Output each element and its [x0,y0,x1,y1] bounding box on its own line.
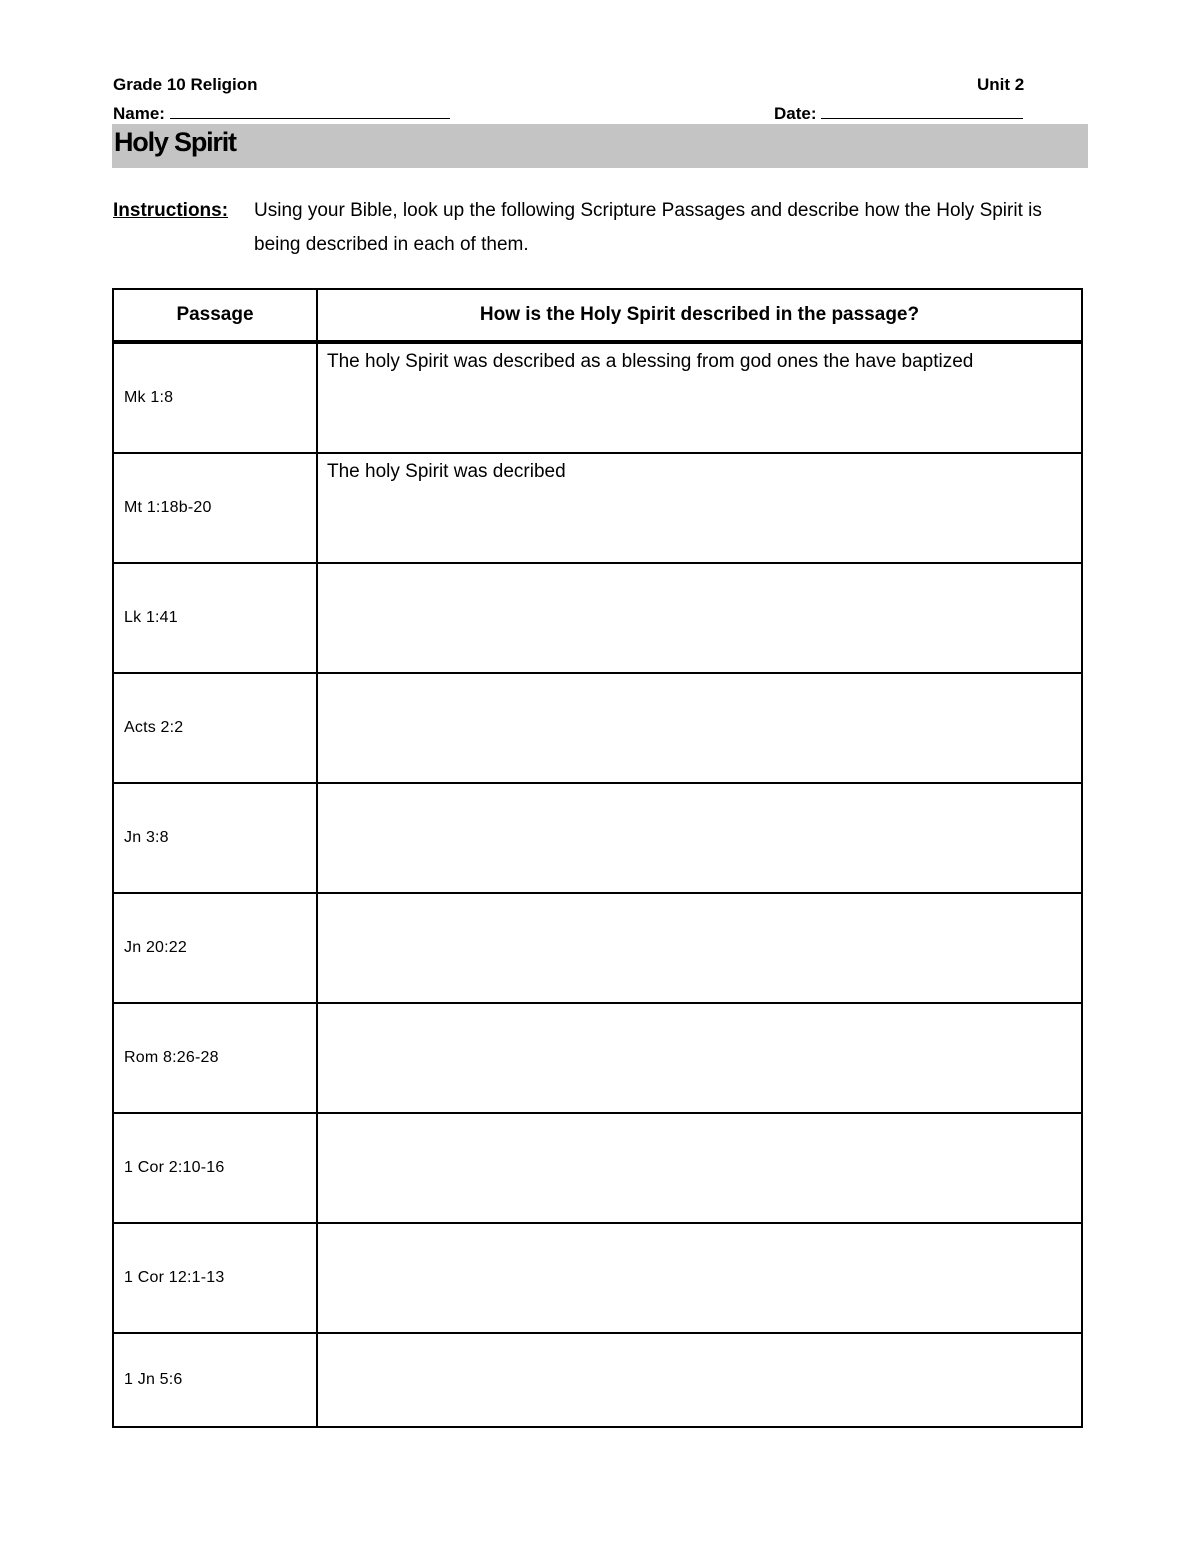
title-banner [112,124,1088,168]
name-field-row [113,104,450,124]
passage-cell: Jn 3:8 [113,783,317,893]
answer-cell[interactable] [317,893,1082,1003]
answer-cell[interactable] [317,1113,1082,1223]
name-label: Name: [113,104,165,123]
table-row [113,563,1082,673]
passage-cell: Mt 1:18b-20 [113,453,317,563]
date-blank[interactable] [821,104,1023,119]
table-header-row [113,289,1082,342]
answer-cell[interactable] [317,563,1082,673]
table-row [113,342,1082,453]
table-row [113,453,1082,563]
answer-cell[interactable] [317,1223,1082,1333]
passage-cell: Jn 20:22 [113,893,317,1003]
answer-cell[interactable] [317,673,1082,783]
passage-cell: Lk 1:41 [113,563,317,673]
answer-cell[interactable]: The holy Spirit was described as a blessing from god ones the have baptized [317,342,1082,453]
table-row [113,783,1082,893]
instructions-label: Instructions: [113,200,229,221]
table-row [113,893,1082,1003]
date-field-row [774,104,1023,124]
passage-cell: 1 Jn 5:6 [113,1333,317,1427]
course-label: Grade 10 Religion [113,75,258,94]
table-row [113,673,1082,783]
instructions-text: Using your Bible, look up the following Scripture Passages and describe how the Holy Spirit is being described in each of them. [254,200,1042,255]
passage-cell: Rom 8:26-28 [113,1003,317,1113]
column-header-description: How is the Holy Spirit described in the passage? [317,289,1082,342]
answer-cell[interactable] [317,1333,1082,1427]
passage-cell: Mk 1:8 [113,342,317,453]
table-row [113,1223,1082,1333]
table-row [113,1003,1082,1113]
answer-cell[interactable] [317,783,1082,893]
answer-cell[interactable]: The holy Spirit was decribed [317,453,1082,563]
name-blank[interactable] [170,104,450,119]
column-header-passage: Passage [113,289,317,342]
date-label: Date: [774,104,817,123]
unit-label: Unit 2 [977,75,1025,94]
worksheet-table [112,288,1083,1428]
answer-cell[interactable] [317,1003,1082,1113]
table-row [113,1113,1082,1223]
table-row [113,1333,1082,1427]
passage-cell: Acts 2:2 [113,673,317,783]
page-title: Holy Spirit [114,127,236,157]
passage-cell: 1 Cor 12:1-13 [113,1223,317,1333]
passage-cell: 1 Cor 2:10-16 [113,1113,317,1223]
